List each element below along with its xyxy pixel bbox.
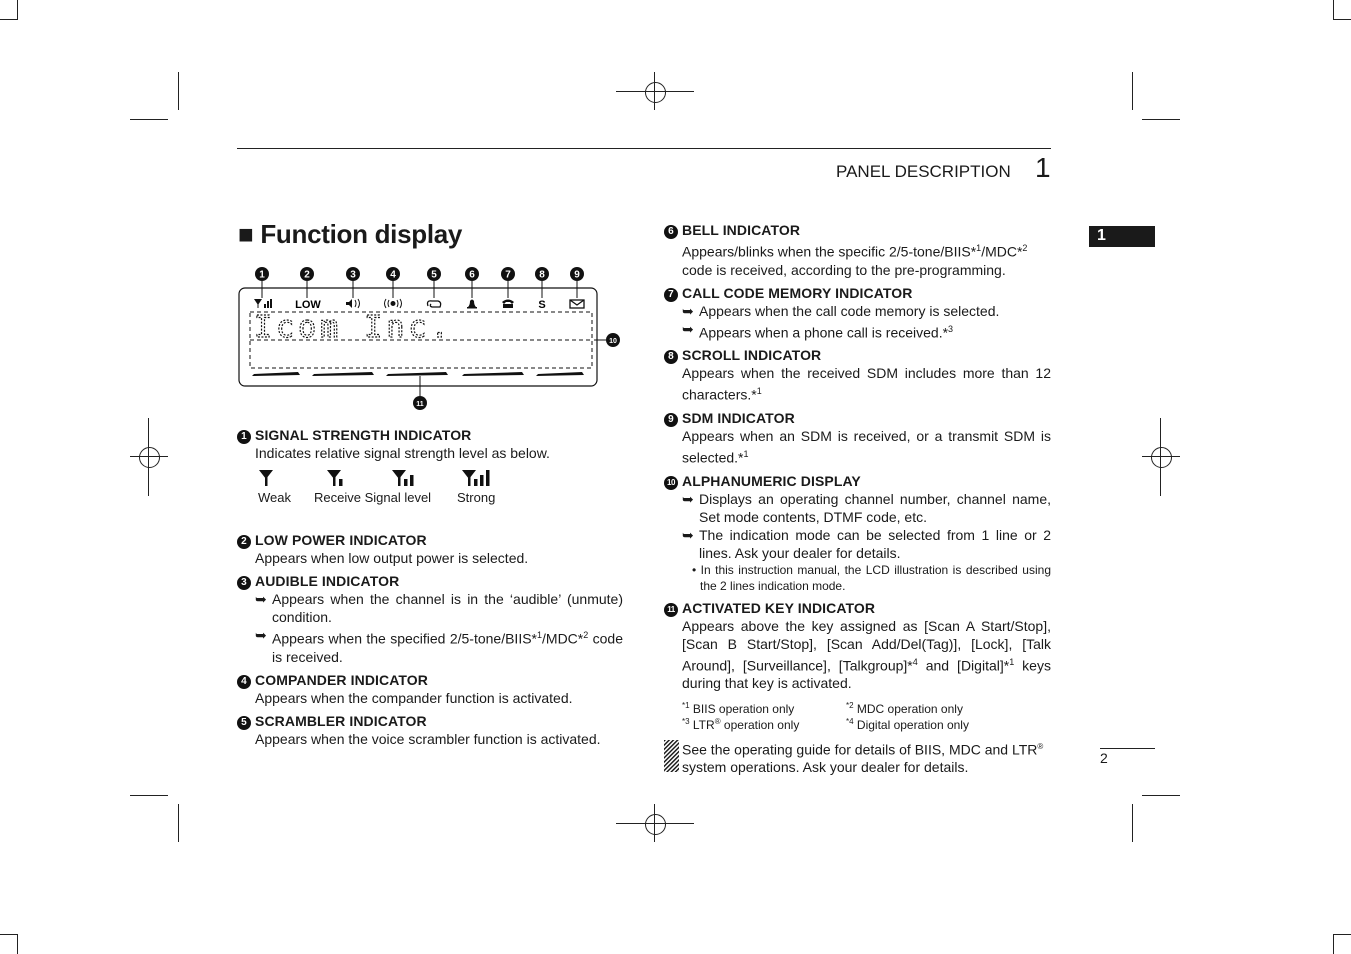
page-number: 2 [1100, 750, 1108, 766]
operating-guide-note: See the operating guide for details of BIIS, MDC and LTR® system operations. Ask your dealer for details. [664, 738, 1051, 776]
callout-9 [570, 267, 584, 281]
trim-mark [1142, 795, 1180, 796]
section-bell: 6 BELL INDICATOR Appears/blinks when the specific 2/5-tone/BIIS*$^1$/MDC*$^2$ code is received, according to the pre-programming. [664, 222, 1051, 279]
page-number-rule [1100, 748, 1155, 749]
trim-mark [1142, 119, 1180, 120]
lcd-alphanumeric-text: Icom Inc. [254, 310, 453, 345]
svg-text:4: 4 [390, 269, 396, 281]
trim-mark [178, 72, 179, 110]
signal-weak-label: Weak [258, 490, 291, 505]
section-sdm: 9 SDM INDICATOR Appears when an SDM is received, or a transmit SDM is selected.*$^1$ [664, 410, 1051, 467]
svg-text:6: 6 [469, 269, 475, 281]
signal-level-label: Receive Signal level [314, 490, 432, 505]
callout-6 [465, 267, 479, 281]
lcd-speaker-icon [346, 299, 360, 308]
svg-text:1: 1 [259, 269, 265, 281]
crop-mark [1333, 934, 1351, 935]
section-audible: 3 AUDIBLE INDICATOR ➥ Appears when the channel is in the ‘audible’ (unmute) condition. ➥ Appears when the specified 2/5-tone/BIIS*$^1$/MDC*$^2$ code is received. [237, 573, 623, 666]
section-scrambler: 5 SCRAMBLER INDICATOR Appears when the voice scrambler function is activated. [237, 713, 623, 748]
lcd-phone-icon [502, 300, 514, 309]
callout-7 [501, 267, 515, 281]
svg-text:10: 10 [609, 338, 617, 345]
crop-mark [1333, 934, 1334, 954]
trim-mark [130, 795, 168, 796]
section-title: PANEL DESCRIPTION [836, 162, 1011, 181]
lcd-compander-icon [385, 299, 402, 308]
signal-mid-icon [390, 468, 422, 488]
callout-1 [255, 267, 269, 281]
lcd-key-bars [252, 372, 584, 376]
signal-strength-body: Indicates relative signal strength level as below. [255, 445, 550, 461]
callout-4 [386, 267, 400, 281]
callout-10 [606, 333, 620, 347]
signal-weak-icon [257, 468, 277, 488]
footnotes: $^{*1}$ BIIS operation only $^{*2}$ MDC operation only $^{*3}$ LTR® operation only $^{*4}$ Digital operation only [682, 701, 969, 733]
section-activated-key: 11 ACTIVATED KEY INDICATOR Appears above the key assigned as [Scan A Start/Stop], [Scan B Start/Stop], [Scan Add/Del(Tag)], [Lock], [Talk Around], [Surveillance], [Talkgroup]*$^4$ and [Digital]*$^1$ keys during that key is activated. [664, 600, 1051, 693]
crop-mark [0, 19, 18, 20]
header-rule [237, 148, 1051, 149]
note-hatch-icon [664, 740, 679, 772]
trim-mark [130, 119, 168, 120]
lcd-scroll-label: S [538, 299, 546, 311]
lcd-signal-icon [254, 299, 272, 308]
trim-mark [1132, 72, 1133, 110]
svg-text:9: 9 [574, 269, 580, 281]
svg-text:11: 11 [416, 401, 424, 408]
left-column [237, 427, 623, 748]
lcd-svg [236, 262, 626, 412]
signal-low-icon [325, 468, 351, 488]
callout-3 [346, 267, 360, 281]
chapter-number: 1 [1035, 152, 1051, 183]
crop-mark [17, 0, 18, 20]
callout-2 [300, 267, 314, 281]
section-signal-strength: 1 SIGNAL STRENGTH INDICATOR Indicates relative signal strength level as below. Weak Receive Signal level Strong [237, 427, 623, 506]
callout-11 [413, 396, 427, 410]
crop-mark [1333, 0, 1334, 20]
section-call-code-memory: 7 CALL CODE MEMORY INDICATOR ➥ Appears when the call code memory is selected. ➥ Appears when a phone call is received.*$^3$ [664, 285, 1051, 342]
svg-text:8: 8 [539, 269, 545, 281]
lcd-envelope-icon [570, 300, 584, 308]
crop-mark [1333, 19, 1351, 20]
trim-mark [178, 804, 179, 842]
svg-text:2: 2 [304, 269, 310, 281]
section-low-power: 2 LOW POWER INDICATOR Appears when low output power is selected. [237, 532, 623, 567]
signal-strength-heading: SIGNAL STRENGTH INDICATOR [255, 427, 472, 443]
lcd-scrambler-icon [428, 301, 441, 307]
svg-text:5: 5 [431, 269, 437, 281]
callout-5 [427, 267, 441, 281]
crop-mark [0, 934, 18, 935]
section-scroll: 8 SCROLL INDICATOR Appears when the received SDM includes more than 12 characters.*$^1$ [664, 347, 1051, 404]
svg-text:7: 7 [505, 269, 511, 281]
lcd-bell-icon [467, 300, 477, 309]
signal-strong-icon [460, 468, 500, 488]
signal-level-scale [237, 468, 623, 506]
callout-8 [535, 267, 549, 281]
right-column [664, 222, 1051, 776]
crop-mark [17, 934, 18, 954]
chapter-tab-number: 1 [1097, 227, 1106, 244]
signal-strong-label: Strong [457, 490, 496, 505]
section-alphanumeric: 10 ALPHANUMERIC DISPLAY ➥ Displays an operating channel number, channel name, Set mode contents, DTMF code, etc. ➥ The indication mode can be selected from 1 line or 2 lines. Ask your dealer for details. • In this instruction manual, the LCD illustration is described using the 2 lines indication mode. [664, 473, 1051, 594]
section-compander: 4 COMPANDER INDICATOR Appears when the compander function is activated. [237, 672, 623, 707]
svg-text:3: 3 [350, 269, 356, 281]
trim-mark [1132, 804, 1133, 842]
page-title: ■ Function display [238, 219, 463, 249]
lcd-illustration [236, 262, 626, 412]
lcd-low-label: LOW [295, 299, 321, 311]
